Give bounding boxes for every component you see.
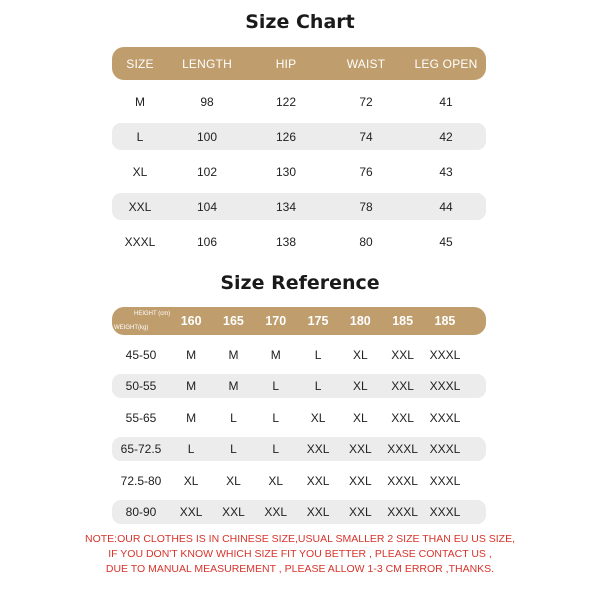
note-line: IF YOU DON'T KNOW WHICH SIZE FIT YOU BETTER , PLEASE CONTACT US ,	[108, 548, 492, 560]
header-cell: LEG OPEN	[414, 56, 478, 71]
size-reference-header	[112, 307, 486, 335]
table-cell: 80	[359, 234, 373, 249]
size-cell: M	[186, 410, 197, 425]
height-cell: 160	[180, 314, 202, 328]
size-cell: XXL	[264, 505, 288, 519]
size-cell: M	[270, 347, 281, 362]
size-cell: XL	[352, 410, 368, 425]
size-cell: L	[230, 410, 237, 425]
size-reference-body	[112, 343, 486, 525]
size-cell: XL	[352, 379, 368, 393]
size-chart-body	[112, 88, 486, 255]
height-cell: 165	[223, 314, 244, 328]
size-cell: XXL	[222, 505, 245, 519]
table-cell: 42	[439, 129, 453, 144]
size-cell: XXL	[348, 442, 372, 456]
size-cell: XXXL	[387, 505, 418, 519]
size-reference-title: Size Reference	[220, 272, 380, 294]
weight-cell: 50-55	[125, 379, 157, 393]
size-cell: L	[272, 379, 280, 393]
weight-cell: 80-90	[125, 505, 157, 519]
table-cell: M	[135, 94, 145, 109]
size-reference-table	[112, 307, 486, 524]
size-cell: XXL	[391, 410, 414, 425]
size-cell: XXL	[391, 347, 414, 362]
table-cell: 41	[439, 94, 453, 109]
table-cell: 44	[439, 199, 453, 214]
header-cell: HIP	[275, 56, 297, 71]
size-chart-header	[112, 47, 486, 80]
header-cell: WAIST	[346, 56, 386, 71]
table-cell: 74	[359, 129, 373, 144]
table-cell: 106	[196, 234, 218, 249]
size-chart-table	[112, 47, 486, 255]
size-cell: XXL	[348, 505, 372, 519]
table-row	[112, 469, 486, 493]
table-row	[112, 193, 486, 220]
size-cell: L	[230, 442, 237, 456]
weight-cell: 65-72.5	[120, 442, 162, 456]
size-cell: M	[228, 347, 239, 362]
table-cell: 100	[196, 129, 218, 144]
size-cell: M	[186, 379, 197, 393]
size-cell: XXL	[391, 379, 414, 393]
table-cell: XXXL	[124, 234, 156, 249]
size-cell: XXL	[306, 473, 330, 488]
size-cell: XXXL	[429, 505, 461, 519]
table-row	[112, 374, 486, 398]
size-cell: XXXL	[429, 379, 461, 393]
table-row	[112, 437, 486, 461]
header-cell: LENGTH	[182, 56, 232, 71]
table-cell: 45	[439, 234, 453, 249]
height-label: HEIGHT (cm)	[134, 311, 171, 317]
size-cell: XXXL	[429, 347, 461, 362]
size-cell: XL	[352, 347, 368, 362]
note-line: DUE TO MANUAL MEASUREMENT , PLEASE ALLOW 1-3 CM ERROR ,THANKS.	[105, 563, 495, 575]
table-row	[112, 88, 486, 115]
size-cell: XXXL	[429, 473, 461, 488]
size-cell: XXL	[306, 442, 330, 456]
height-cell: 175	[307, 314, 329, 328]
header-cell: SIZE	[126, 56, 154, 71]
size-cell: L	[314, 379, 322, 393]
size-cell: L	[272, 410, 280, 425]
size-cell: XXXL	[387, 442, 418, 456]
size-cell: L	[187, 442, 195, 456]
size-cell: XL	[183, 473, 199, 488]
weight-cell: 55-65	[125, 410, 157, 425]
table-cell: 130	[275, 164, 297, 179]
size-cell: XXL	[348, 473, 372, 488]
size-cell: L	[314, 347, 322, 362]
table-cell: 72	[359, 94, 373, 109]
table-cell: 122	[275, 94, 297, 109]
size-cell: XXXL	[429, 442, 461, 456]
size-cell: M	[186, 347, 197, 362]
table-cell: 138	[275, 234, 297, 249]
weight-cell: 72.5-80	[120, 473, 162, 488]
height-cell: 185	[392, 314, 414, 328]
table-row	[112, 228, 486, 255]
table-cell: XXL	[128, 199, 152, 214]
height-cell: 170	[265, 314, 287, 328]
table-cell: XL	[132, 164, 148, 179]
table-cell: 78	[359, 199, 373, 214]
header-corner	[112, 307, 170, 335]
size-chart-title: Size Chart	[245, 11, 355, 33]
size-cell: XL	[310, 410, 326, 425]
size-cell: XXL	[306, 505, 330, 519]
size-cell: L	[272, 442, 280, 456]
size-cell: XL	[226, 473, 241, 488]
size-cell: M	[228, 379, 239, 393]
size-cell: XXXL	[429, 410, 461, 425]
table-cell: 126	[275, 129, 297, 144]
table-cell: 134	[275, 199, 297, 214]
table-cell: L	[136, 129, 144, 144]
table-cell: 104	[196, 199, 218, 214]
weight-label: WEIGHT(kg)	[114, 325, 149, 331]
table-row	[112, 123, 486, 150]
weight-cell: 45-50	[125, 347, 157, 362]
table-cell: 102	[196, 164, 218, 179]
table-cell: 43	[439, 164, 453, 179]
height-cell: 185	[434, 314, 456, 328]
note-text	[0, 532, 600, 577]
table-cell: 76	[359, 164, 373, 179]
size-cell: XXXL	[387, 473, 418, 488]
size-cell: XL	[268, 473, 284, 488]
table-row	[112, 343, 486, 367]
note-line: NOTE:OUR CLOTHES IS IN CHINESE SIZE,USUAL SMALLER 2 SIZE THAN EU US SIZE,	[84, 533, 515, 545]
table-cell: 98	[200, 94, 214, 109]
table-row	[112, 500, 486, 524]
table-row	[112, 406, 486, 430]
table-row	[112, 158, 486, 185]
size-cell: XXL	[179, 505, 203, 519]
height-cell: 180	[349, 314, 371, 328]
